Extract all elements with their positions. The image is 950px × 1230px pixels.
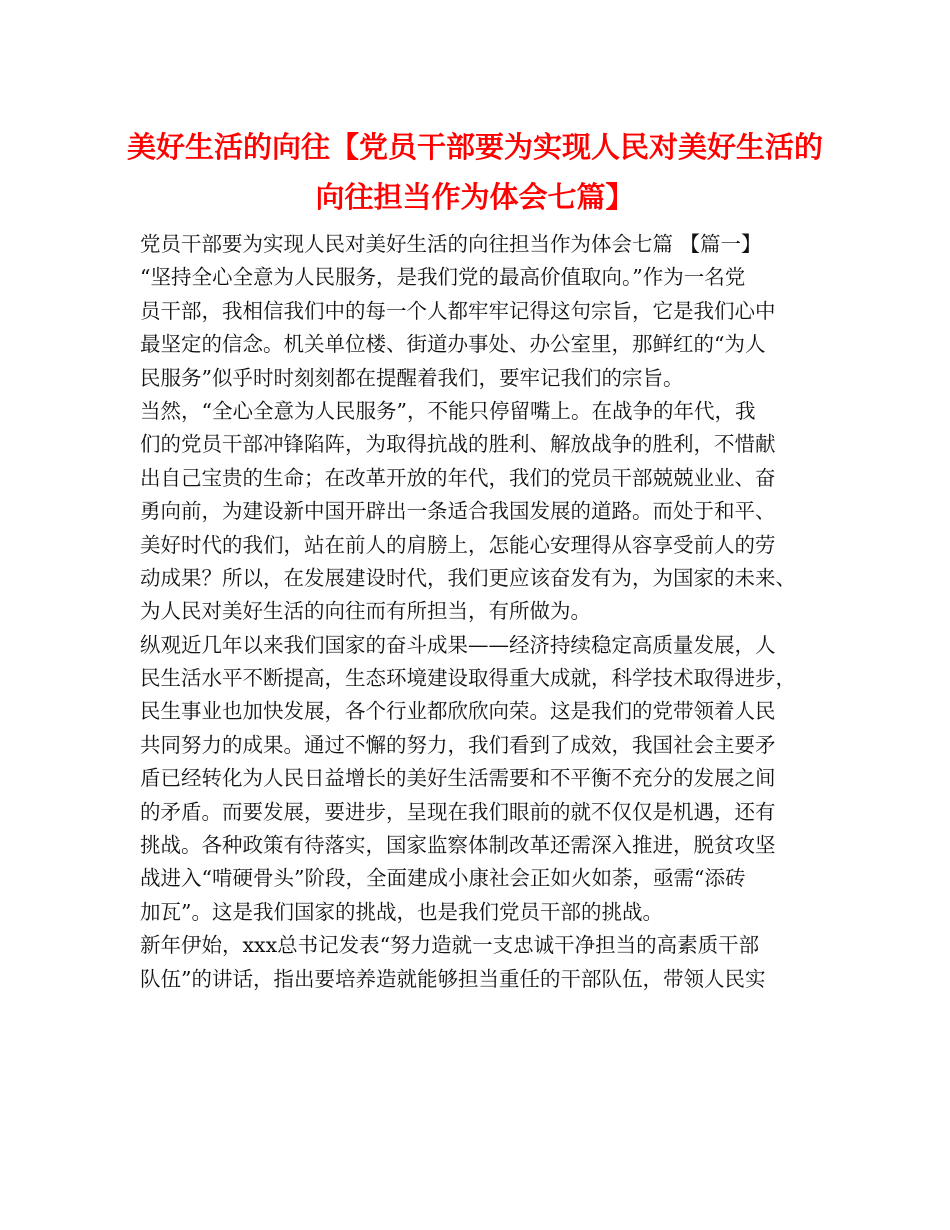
body-line: 党员干部要为实现人民对美好生活的向往担当作为体会七篇 【篇一】 xyxy=(140,232,762,256)
body-line: 动成果？所以，在发展建设时代，我们更应该奋发有为，为国家的未来、 xyxy=(140,565,796,590)
body-line: 的矛盾。而要发展，要进步，呈现在我们眼前的就不仅仅是机遇，还有 xyxy=(140,799,776,824)
body-line: 加瓦”。这是我们国家的挑战，也是我们党员干部的挑战。 xyxy=(140,899,663,924)
body-line: 当然，“全心全意为人民服务”，不能只停留嘴上。在战争的年代，我 xyxy=(140,398,756,423)
body-line: 纵观近几年以来我们国家的奋斗成果——经济持续稳定高质量发展，人 xyxy=(140,632,776,657)
body-line: 民生事业也加快发展，各个行业都欣欣向荣。这是我们的党带领着人民 xyxy=(140,699,776,724)
body-line: 为人民对美好生活的向往而有所担当，有所做为。 xyxy=(140,599,591,624)
body-line: 战进入“啃硬骨头”阶段，全面建成小康社会正如火如荼，亟需“添砖 xyxy=(140,866,746,891)
body-line: “坚持全心全意为人民服务，是我们党的最高价值取向。”作为一名党 xyxy=(140,265,746,290)
body-line: 勇向前，为建设新中国开辟出一条适合我国发展的道路。而处于和平、 xyxy=(140,499,776,524)
body-line: 员干部，我相信我们中的每一个人都牢牢记得这句宗旨，它是我们心中 xyxy=(140,298,776,323)
body-line: 民生活水平不断提高，生态环境建设取得重大成就，科学技术取得进步， xyxy=(140,666,796,691)
document-title xyxy=(80,122,870,222)
document-body xyxy=(140,228,820,996)
body-line: 盾已经转化为人民日益增长的美好生活需要和不平衡不充分的发展之间 xyxy=(140,766,776,791)
body-line: 美好时代的我们，站在前人的肩膀上，怎能心安理得从容享受前人的劳 xyxy=(140,532,776,557)
body-line: 挑战。各种政策有待落实，国家监察体制改革还需深入推进，脱贫攻坚 xyxy=(140,833,776,858)
body-line: 们的党员干部冲锋陷阵，为取得抗战的胜利、解放战争的胜利，不惜献 xyxy=(140,432,776,457)
body-line: 共同努力的成果。通过不懈的努力，我们看到了成效，我国社会主要矛 xyxy=(140,732,776,757)
body-line: 队伍”的讲话，指出要培养造就能够担当重任的干部队伍，带领人民实 xyxy=(140,966,766,991)
body-line: 新年伊始，xxx总书记发表“努力造就一支忠诚干净担当的高素质干部 xyxy=(140,933,760,958)
body-line: 最坚定的信念。机关单位楼、街道办事处、办公室里，那鲜红的“为人 xyxy=(140,332,766,357)
body-line: 民服务”似乎时时刻刻都在提醒着我们，要牢记我们的宗旨。 xyxy=(140,365,684,390)
title-line: 向往担当作为体会七篇】 xyxy=(315,180,635,214)
title-line: 美好生活的向往【党员干部要为实现人民对美好生活的 xyxy=(126,130,823,164)
body-line: 出自己宝贵的生命；在改革开放的年代，我们的党员干部兢兢业业、奋 xyxy=(140,465,776,490)
